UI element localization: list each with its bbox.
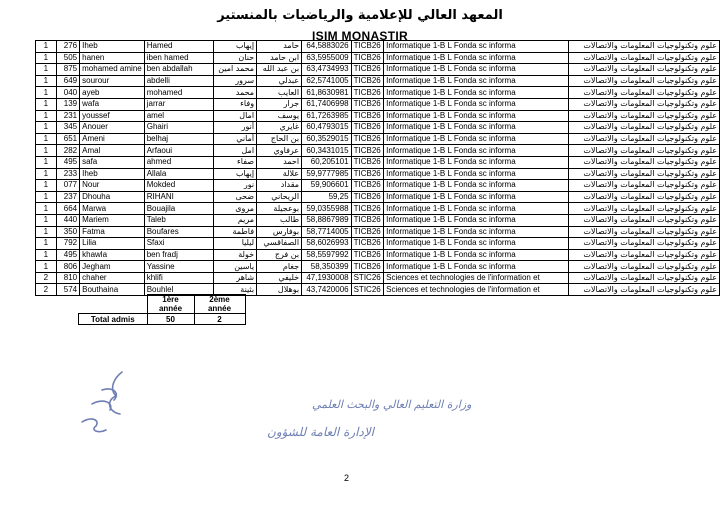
table-row [36, 87, 720, 99]
group-cell: 1 [36, 191, 57, 203]
first-name-arabic-cell: امل [214, 145, 257, 157]
program-cell: Informatique 1-B L Fonda sc informa [384, 261, 569, 273]
code-cell: STIC26 [351, 272, 384, 284]
id-cell: 345 [56, 122, 79, 134]
table-row [36, 203, 720, 215]
code-cell: TICB26 [351, 203, 384, 215]
domain-cell: علوم وتكنولوجيات المعلومات والاتصالات [569, 87, 720, 99]
summary-header-year1: 1ère année [147, 295, 194, 314]
score-cell: 60,3529015 [302, 133, 352, 145]
summary-row-label: Total admis [79, 314, 148, 325]
group-cell: 1 [36, 145, 57, 157]
score-cell: 63,5955009 [302, 52, 352, 64]
last-name-cell: RIHANI [144, 191, 214, 203]
group-cell: 1 [36, 41, 57, 53]
last-name-arabic-cell: ابن حامد [257, 52, 302, 64]
id-cell: 505 [56, 52, 79, 64]
code-cell: TICB26 [351, 122, 384, 134]
table-row [36, 110, 720, 122]
group-cell: 1 [36, 261, 57, 273]
first-name-cell: Mariem [80, 214, 145, 226]
last-name-arabic-cell: عرفاوي [257, 145, 302, 157]
code-cell: TICB26 [351, 87, 384, 99]
last-name-cell: khlifi [144, 272, 214, 284]
code-cell: TICB26 [351, 261, 384, 273]
table-row [36, 180, 720, 192]
last-name-arabic-cell: جغام [257, 261, 302, 273]
score-cell: 60,4793015 [302, 122, 352, 134]
last-name-arabic-cell: جرار [257, 98, 302, 110]
program-cell: Informatique 1-B L Fonda sc informa [384, 145, 569, 157]
group-cell: 1 [36, 249, 57, 261]
last-name-arabic-cell: احمد [257, 156, 302, 168]
program-cell: Informatique 1-B L Fonda sc informa [384, 249, 569, 261]
last-name-arabic-cell: علالة [257, 168, 302, 180]
domain-cell: علوم وتكنولوجيات المعلومات والاتصالات [569, 75, 720, 87]
group-cell: 1 [36, 226, 57, 238]
program-cell: Informatique 1-B L Fonda sc informa [384, 122, 569, 134]
institute-title-latin: ISIM MONASTIR [312, 29, 408, 43]
table-row [36, 122, 720, 134]
domain-cell: علوم وتكنولوجيات المعلومات والاتصالات [569, 226, 720, 238]
group-cell: 1 [36, 98, 57, 110]
score-cell: 61,7263985 [302, 110, 352, 122]
score-cell: 58,6026993 [302, 238, 352, 250]
first-name-cell: safa [80, 156, 145, 168]
first-name-arabic-cell: وفاء [214, 98, 257, 110]
first-name-cell: wafa [80, 98, 145, 110]
program-cell: Informatique 1-B L Fonda sc informa [384, 64, 569, 76]
stamp-line-2: الإدارة العامة للشؤون [267, 425, 375, 439]
first-name-cell: Lilia [80, 238, 145, 250]
code-cell: TICB26 [351, 98, 384, 110]
first-name-cell: chaher [80, 272, 145, 284]
program-cell: Informatique 1-B L Fonda sc informa [384, 110, 569, 122]
first-name-arabic-cell: فاطمة [214, 226, 257, 238]
last-name-arabic-cell: بوهلال [257, 284, 302, 296]
domain-cell: علوم وتكنولوجيات المعلومات والاتصالات [569, 203, 720, 215]
code-cell: TICB26 [351, 168, 384, 180]
table-row [36, 52, 720, 64]
id-cell: 040 [56, 87, 79, 99]
program-cell: Informatique 1-B L Fonda sc informa [384, 98, 569, 110]
id-cell: 495 [56, 249, 79, 261]
table-row [36, 98, 720, 110]
first-name-arabic-cell: ضحى [214, 191, 257, 203]
summary-corner [79, 295, 148, 314]
code-cell: TICB26 [351, 64, 384, 76]
last-name-cell: Yassine [144, 261, 214, 273]
score-cell: 59,25 [302, 191, 352, 203]
id-cell: 806 [56, 261, 79, 273]
code-cell: STIC26 [351, 284, 384, 296]
table-row [36, 64, 720, 76]
last-name-arabic-cell: بن عبد الله [257, 64, 302, 76]
last-name-cell: jarrar [144, 98, 214, 110]
summary-header-row [79, 295, 246, 314]
table-row [36, 168, 720, 180]
first-name-arabic-cell: إيهاب [214, 41, 257, 53]
first-name-arabic-cell: أماني [214, 133, 257, 145]
summary-total-year2: 2 [194, 314, 245, 325]
code-cell: TICB26 [351, 226, 384, 238]
last-name-arabic-cell: مقداد [257, 180, 302, 192]
table-body [36, 41, 720, 296]
table-row [36, 133, 720, 145]
group-cell: 1 [36, 52, 57, 64]
score-cell: 60,205101 [302, 156, 352, 168]
domain-cell: علوم وتكنولوجيات المعلومات والاتصالات [569, 284, 720, 296]
first-name-cell: Jegham [80, 261, 145, 273]
domain-cell: علوم وتكنولوجيات المعلومات والاتصالات [569, 249, 720, 261]
score-cell: 59,906601 [302, 180, 352, 192]
group-cell: 1 [36, 180, 57, 192]
first-name-cell: Fatma [80, 226, 145, 238]
last-name-arabic-cell: بوعجيلة [257, 203, 302, 215]
code-cell: TICB26 [351, 52, 384, 64]
code-cell: TICB26 [351, 133, 384, 145]
code-cell: TICB26 [351, 145, 384, 157]
last-name-arabic-cell: يوسف [257, 110, 302, 122]
last-name-cell: Taleb [144, 214, 214, 226]
id-cell: 276 [56, 41, 79, 53]
program-cell: Informatique 1-B L Fonda sc informa [384, 214, 569, 226]
code-cell: TICB26 [351, 41, 384, 53]
id-cell: 237 [56, 191, 79, 203]
group-cell: 1 [36, 156, 57, 168]
id-cell: 139 [56, 98, 79, 110]
id-cell: 875 [56, 64, 79, 76]
group-cell: 1 [36, 168, 57, 180]
domain-cell: علوم وتكنولوجيات المعلومات والاتصالات [569, 122, 720, 134]
domain-cell: علوم وتكنولوجيات المعلومات والاتصالات [569, 238, 720, 250]
first-name-arabic-cell: نور [214, 180, 257, 192]
group-cell: 2 [36, 272, 57, 284]
last-name-arabic-cell: الريحاني [257, 191, 302, 203]
last-name-cell: mohamed [144, 87, 214, 99]
group-cell: 1 [36, 238, 57, 250]
last-name-cell: ben fradj [144, 249, 214, 261]
domain-cell: علوم وتكنولوجيات المعلومات والاتصالات [569, 52, 720, 64]
first-name-cell: Anouer [80, 122, 145, 134]
score-cell: 60,3431015 [302, 145, 352, 157]
first-name-cell: hanen [80, 52, 145, 64]
id-cell: 664 [56, 203, 79, 215]
id-cell: 574 [56, 284, 79, 296]
domain-cell: علوم وتكنولوجيات المعلومات والاتصالات [569, 156, 720, 168]
code-cell: TICB26 [351, 191, 384, 203]
score-cell: 47,1930008 [302, 272, 352, 284]
stamp-line-1: وزارة التعليم العالي والبحث العلمي [312, 398, 472, 411]
table-row [36, 238, 720, 250]
score-cell: 59,9777985 [302, 168, 352, 180]
first-name-cell: khawla [80, 249, 145, 261]
page-number: 2 [344, 473, 350, 483]
table-row [36, 75, 720, 87]
last-name-cell: Bouajila [144, 203, 214, 215]
code-cell: TICB26 [351, 214, 384, 226]
last-name-cell: ahmed [144, 156, 214, 168]
table-row [36, 249, 720, 261]
domain-cell: علوم وتكنولوجيات المعلومات والاتصالات [569, 64, 720, 76]
program-cell: Informatique 1-B L Fonda sc informa [384, 75, 569, 87]
first-name-cell: Dhouha [80, 191, 145, 203]
summary-total-row [79, 314, 246, 325]
program-cell: Informatique 1-B L Fonda sc informa [384, 133, 569, 145]
score-cell: 63,4734993 [302, 64, 352, 76]
last-name-arabic-cell: العايب [257, 87, 302, 99]
group-cell: 1 [36, 122, 57, 134]
table-row [36, 145, 720, 157]
first-name-arabic-cell: إيهاب [214, 168, 257, 180]
group-cell: 1 [36, 64, 57, 76]
program-cell: Informatique 1-B L Fonda sc informa [384, 203, 569, 215]
first-name-cell: youssef [80, 110, 145, 122]
code-cell: TICB26 [351, 249, 384, 261]
domain-cell: علوم وتكنولوجيات المعلومات والاتصالات [569, 180, 720, 192]
program-cell: Informatique 1-B L Fonda sc informa [384, 41, 569, 53]
id-cell: 651 [56, 133, 79, 145]
score-cell: 62,5741005 [302, 75, 352, 87]
program-cell: Sciences et technologies de l'information et [384, 272, 569, 284]
score-cell: 61,8630981 [302, 87, 352, 99]
group-cell: 2 [36, 284, 57, 296]
code-cell: TICB26 [351, 238, 384, 250]
last-name-arabic-cell: عبدلي [257, 75, 302, 87]
id-cell: 649 [56, 75, 79, 87]
program-cell: Sciences et technologies de l'information et [384, 284, 569, 296]
last-name-cell: Mokded [144, 180, 214, 192]
domain-cell: علوم وتكنولوجيات المعلومات والاتصالات [569, 98, 720, 110]
institute-title-arabic: المعهد العالي للإعلامية والرياضيات بالمنستير [217, 8, 503, 23]
program-cell: Informatique 1-B L Fonda sc informa [384, 52, 569, 64]
group-cell: 1 [36, 87, 57, 99]
code-cell: TICB26 [351, 180, 384, 192]
first-name-arabic-cell: خولة [214, 249, 257, 261]
group-cell: 1 [36, 133, 57, 145]
first-name-cell: mohamed amine [80, 64, 145, 76]
code-cell: TICB26 [351, 156, 384, 168]
first-name-cell: Nour [80, 180, 145, 192]
official-stamp-signature [62, 360, 472, 460]
last-name-cell: Bouhlel [144, 284, 214, 296]
table-row [36, 261, 720, 273]
first-name-arabic-cell: ليليا [214, 238, 257, 250]
last-name-arabic-cell: طالب [257, 214, 302, 226]
program-cell: Informatique 1-B L Fonda sc informa [384, 180, 569, 192]
id-cell: 350 [56, 226, 79, 238]
table-row [36, 191, 720, 203]
summary-table [78, 294, 246, 325]
first-name-arabic-cell: محمد [214, 87, 257, 99]
domain-cell: علوم وتكنولوجيات المعلومات والاتصالات [569, 145, 720, 157]
program-cell: Informatique 1-B L Fonda sc informa [384, 168, 569, 180]
last-name-arabic-cell: بن فرج [257, 249, 302, 261]
id-cell: 077 [56, 180, 79, 192]
last-name-cell: abdelli [144, 75, 214, 87]
last-name-arabic-cell: خليفي [257, 272, 302, 284]
table-row [36, 272, 720, 284]
first-name-cell: sourour [80, 75, 145, 87]
domain-cell: علوم وتكنولوجيات المعلومات والاتصالات [569, 214, 720, 226]
last-name-cell: iben hamed [144, 52, 214, 64]
first-name-arabic-cell: مريم [214, 214, 257, 226]
last-name-cell: Ghairi [144, 122, 214, 134]
score-cell: 64,5883026 [302, 41, 352, 53]
first-name-cell: ayeb [80, 87, 145, 99]
first-name-arabic-cell: صفاء [214, 156, 257, 168]
group-cell: 1 [36, 214, 57, 226]
code-cell: TICB26 [351, 75, 384, 87]
id-cell: 233 [56, 168, 79, 180]
domain-cell: علوم وتكنولوجيات المعلومات والاتصالات [569, 41, 720, 53]
first-name-arabic-cell: شاهر [214, 272, 257, 284]
first-name-arabic-cell: أنور [214, 122, 257, 134]
last-name-arabic-cell: بوفارس [257, 226, 302, 238]
first-name-cell: Iheb [80, 168, 145, 180]
id-cell: 231 [56, 110, 79, 122]
first-name-arabic-cell: امال [214, 110, 257, 122]
table-row [36, 41, 720, 53]
score-cell: 61,7406998 [302, 98, 352, 110]
group-cell: 1 [36, 203, 57, 215]
last-name-cell: Allala [144, 168, 214, 180]
group-cell: 1 [36, 110, 57, 122]
last-name-cell: Arfaoui [144, 145, 214, 157]
domain-cell: علوم وتكنولوجيات المعلومات والاتصالات [569, 133, 720, 145]
admitted-students-table [35, 40, 720, 296]
table-row [36, 156, 720, 168]
last-name-arabic-cell: حامد [257, 41, 302, 53]
id-cell: 495 [56, 156, 79, 168]
first-name-arabic-cell: سرور [214, 75, 257, 87]
summary-header-year2: 2ème année [194, 295, 245, 314]
first-name-arabic-cell: مروى [214, 203, 257, 215]
program-cell: Informatique 1-B L Fonda sc informa [384, 87, 569, 99]
score-cell: 43,7420006 [302, 284, 352, 296]
first-name-cell: Bouthaina [80, 284, 145, 296]
id-cell: 792 [56, 238, 79, 250]
program-cell: Informatique 1-B L Fonda sc informa [384, 238, 569, 250]
last-name-cell: Hamed [144, 41, 214, 53]
last-name-cell: Sfaxi [144, 238, 214, 250]
program-cell: Informatique 1-B L Fonda sc informa [384, 226, 569, 238]
domain-cell: علوم وتكنولوجيات المعلومات والاتصالات [569, 272, 720, 284]
last-name-cell: ben abdallah [144, 64, 214, 76]
domain-cell: علوم وتكنولوجيات المعلومات والاتصالات [569, 191, 720, 203]
score-cell: 58,350399 [302, 261, 352, 273]
id-cell: 810 [56, 272, 79, 284]
first-name-cell: Iheb [80, 41, 145, 53]
first-name-arabic-cell: بثينة [214, 284, 257, 296]
group-cell: 1 [36, 75, 57, 87]
first-name-arabic-cell: محمد امين [214, 64, 257, 76]
first-name-arabic-cell: حنان [214, 52, 257, 64]
score-cell: 58,8867989 [302, 214, 352, 226]
first-name-cell: Amal [80, 145, 145, 157]
last-name-cell: amel [144, 110, 214, 122]
score-cell: 58,7714005 [302, 226, 352, 238]
score-cell: 59,0355988 [302, 203, 352, 215]
id-cell: 282 [56, 145, 79, 157]
last-name-cell: belhaj [144, 133, 214, 145]
first-name-cell: Ameni [80, 133, 145, 145]
score-cell: 58,5597992 [302, 249, 352, 261]
last-name-arabic-cell: الصفاقسي [257, 238, 302, 250]
last-name-arabic-cell: بن الحاج [257, 133, 302, 145]
program-cell: Informatique 1-B L Fonda sc informa [384, 156, 569, 168]
program-cell: Informatique 1-B L Fonda sc informa [384, 191, 569, 203]
id-cell: 440 [56, 214, 79, 226]
first-name-arabic-cell: ياسين [214, 261, 257, 273]
code-cell: TICB26 [351, 110, 384, 122]
table-row [36, 226, 720, 238]
domain-cell: علوم وتكنولوجيات المعلومات والاتصالات [569, 168, 720, 180]
domain-cell: علوم وتكنولوجيات المعلومات والاتصالات [569, 110, 720, 122]
summary-total-year1: 50 [147, 314, 194, 325]
table-row [36, 214, 720, 226]
last-name-cell: Boufares [144, 226, 214, 238]
first-name-cell: Marwa [80, 203, 145, 215]
last-name-arabic-cell: غايري [257, 122, 302, 134]
domain-cell: علوم وتكنولوجيات المعلومات والاتصالات [569, 261, 720, 273]
